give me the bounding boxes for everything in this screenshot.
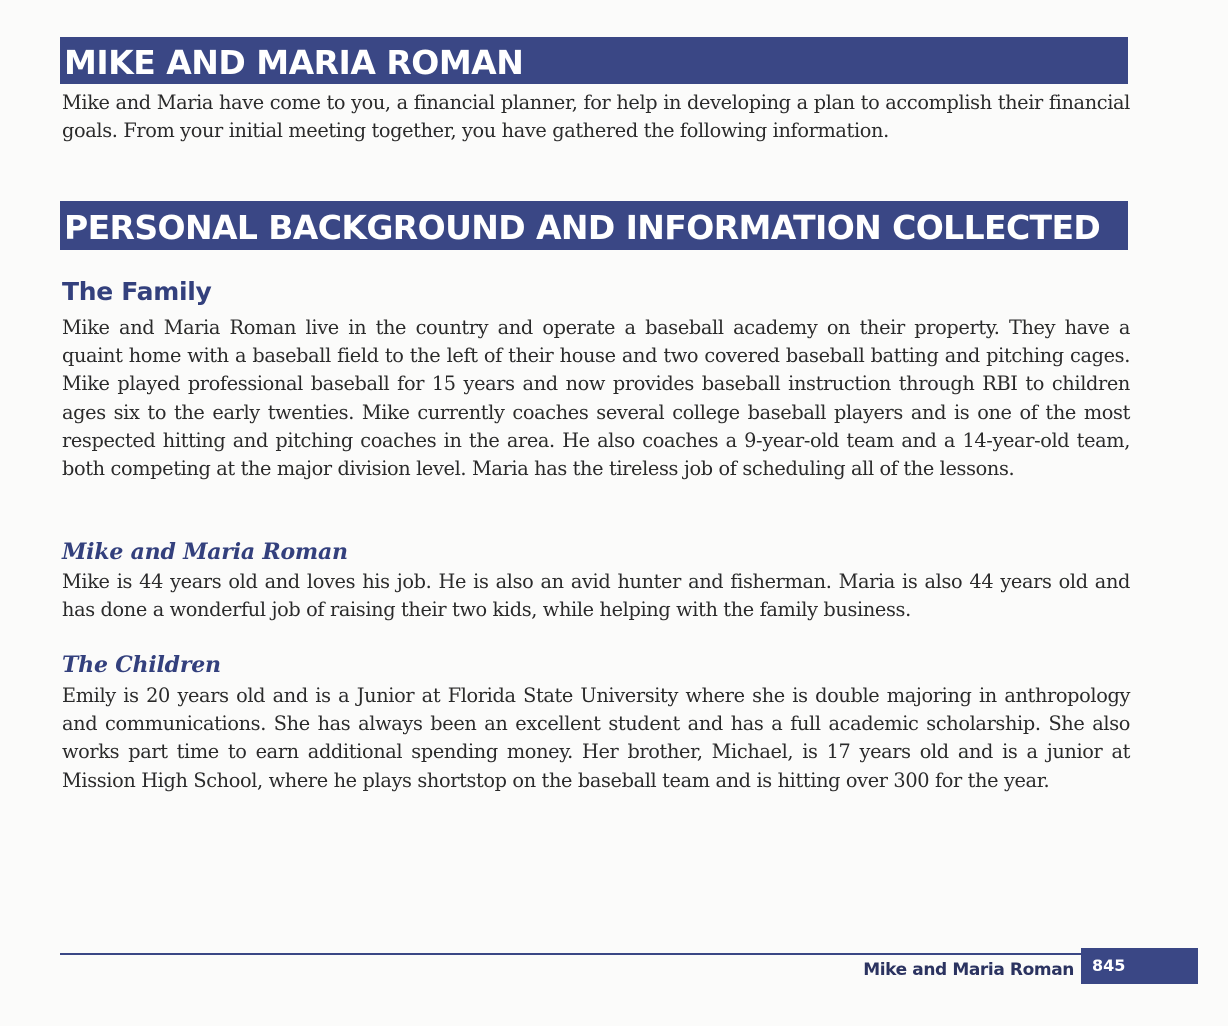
children-heading: The Children — [62, 652, 221, 678]
mike-maria-heading: Mike and Maria Roman — [62, 539, 348, 565]
title-banner: MIKE AND MARIA ROMAN — [60, 37, 1128, 84]
section-banner: PERSONAL BACKGROUND AND INFORMATION COLLECTED — [60, 201, 1128, 250]
footer-running-title: Mike and Maria Roman — [863, 960, 1074, 980]
page-number: 845 — [1081, 948, 1198, 984]
children-paragraph: Emily is 20 years old and is a Junior at Florida State University where she is double majoring in anthropology and communications. She has always been an excellent student and has a full academic scholarship. She also works part time to earn additional spending money. Her brother, Michael, is 17 years old and is a junior at Mission High School, where he plays shortstop on the baseball team and is hitting over 300 for the year. — [62, 684, 1130, 792]
footer-rule — [60, 953, 1081, 955]
intro-paragraph: Mike and Maria have come to you, a financial planner, for help in developing a plan to accomplish their financial goals. From your initial meeting together, you have gathered the following information. — [62, 91, 1130, 143]
family-heading: The Family — [62, 277, 212, 306]
mike-maria-paragraph: Mike is 44 years old and loves his job. He is also an avid hunter and fisherman. Maria is also 44 years old and has done a wonderful job of raising their two kids, while helping with the family business. — [62, 570, 1130, 622]
family-paragraph: Mike and Maria Roman live in the country and operate a baseball academy on their property. They have a quaint home with a baseball field to the left of their house and two covered baseball batting and pitching cages. Mike played professional baseball for 15 years and now provides baseball instruction through RBI to children ages six to the early twenties. Mike currently coaches several college baseball players and is one of the most respected hitting and pitching coaches in the area. He also coaches a 9-year-old team and a 14-year-old team, both competing at the major division level. Maria has the tireless job of scheduling all of the lessons. — [62, 316, 1130, 481]
